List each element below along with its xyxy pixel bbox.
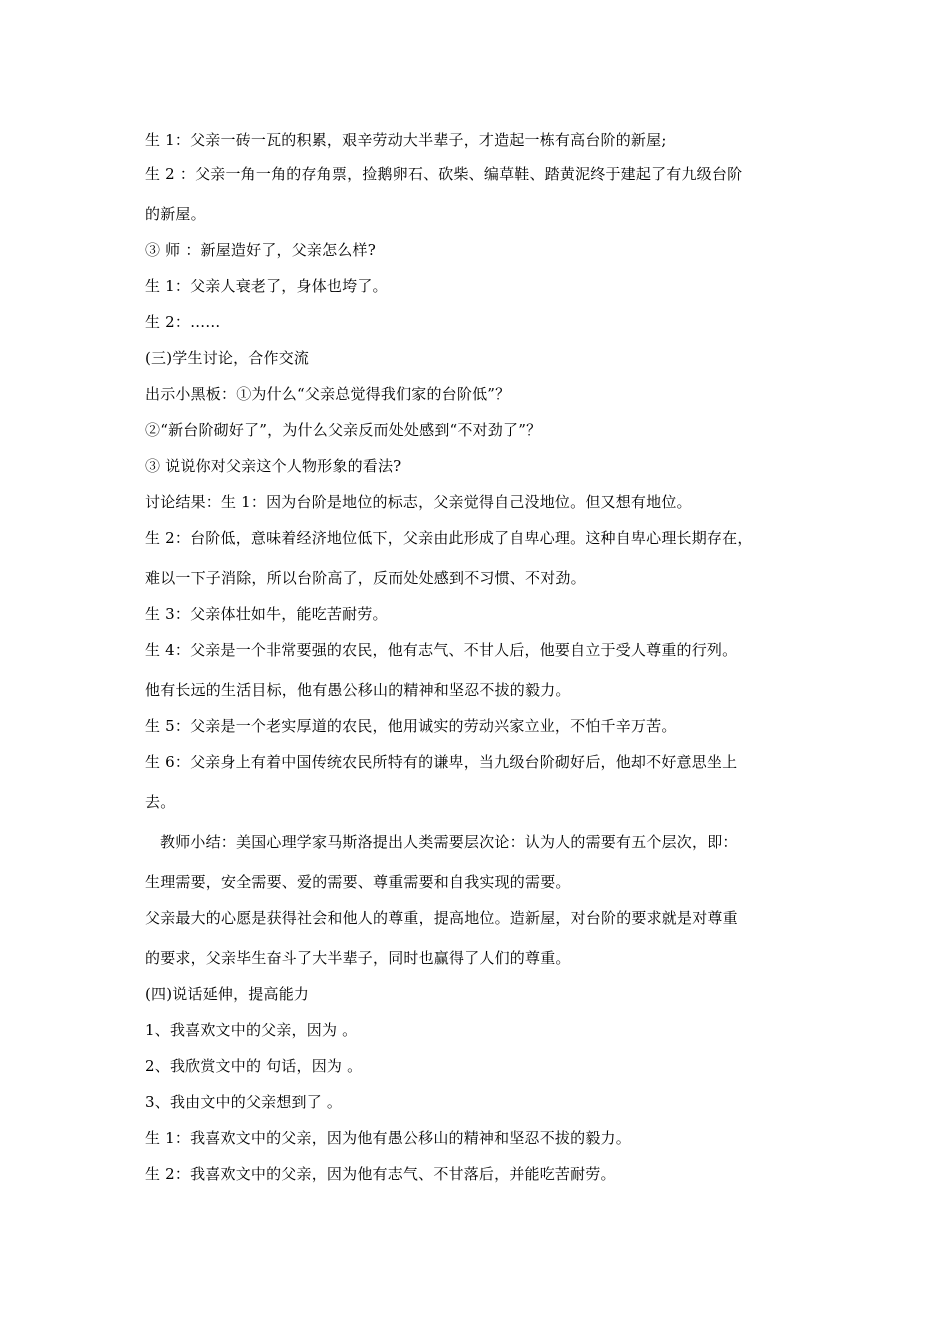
text-line: 生 2：我喜欢文中的父亲，因为他有志气、不甘落后，并能吃苦耐劳。 (145, 1165, 616, 1183)
text-line: 父亲最大的心愿是获得社会和他人的尊重，提高地位。造新屋，对台阶的要求就是对尊重 (145, 909, 738, 927)
text-line: 生 2：…… (145, 313, 221, 331)
text-line: 出示小黑板：①为什么“父亲总觉得我们家的台阶低”？ (145, 385, 511, 403)
text-line: 生 1：父亲一砖一瓦的积累，艰辛劳动大半辈子，才造起一栋有高台阶的新屋; (145, 131, 667, 149)
text-line: ③ 师 ：新屋造好了，父亲怎么样? (145, 241, 376, 259)
text-line: ②“新台阶砌好了”，为什么父亲反而处处感到“不对劲了”？ (145, 421, 542, 439)
text-line: 生 1：父亲人衰老了，身体也垮了。 (145, 277, 388, 295)
text-line: 生 2 ：父亲一角一角的存角票，捡鹅卵石、砍柴、编草鞋、踏黄泥终于建起了有九级台阶 (145, 165, 743, 183)
text-line: 生 1：我喜欢文中的父亲，因为他有愚公移山的精神和坚忍不拔的毅力。 (145, 1129, 631, 1147)
text-line: 生 2：台阶低，意味着经济地位低下，父亲由此形成了自卑心理。这种自卑心理长期存在， (145, 529, 753, 547)
text-line: 1、我喜欢文中的父亲，因为 。 (145, 1021, 358, 1039)
text-line: 2、我欣赏文中的 句话，因为 。 (145, 1057, 363, 1075)
text-line: 生 6：父亲身上有着中国传统农民所特有的谦卑，当九级台阶砌好后，他却不好意思坐上 (145, 753, 738, 771)
section-heading: (四)说话延伸，提高能力 (145, 985, 310, 1003)
text-line: 讨论结果：生 1：因为台阶是地位的标志，父亲觉得自己没地位。但又想有地位。 (145, 493, 692, 511)
text-line: 生 4：父亲是一个非常要强的农民，他有志气、不甘人后，他要自立于受人尊重的行列。 (145, 641, 738, 659)
text-line: 的要求，父亲毕生奋斗了大半辈子，同时也赢得了人们的尊重。 (145, 949, 571, 967)
text-line: 生 5：父亲是一个老实厚道的农民，他用诚实的劳动兴家立业，不怕千辛万苦。 (145, 717, 677, 735)
text-line: ③ 说说你对父亲这个人物形象的看法? (145, 457, 402, 475)
text-line: 去。 (145, 793, 176, 811)
text-line: 生理需要，安全需要、爱的需要、尊重需要和自我实现的需要。 (145, 873, 571, 891)
section-heading: (三)学生讨论，合作交流 (145, 349, 310, 367)
text-line: 3、我由文中的父亲想到了 。 (145, 1093, 343, 1111)
text-line: 他有长远的生活目标，他有愚公移山的精神和坚忍不拔的毅力。 (145, 681, 571, 699)
text-line: 生 3：父亲体壮如牛，能吃苦耐劳。 (145, 605, 388, 623)
text-line: 难以一下子消除，所以台阶高了，反而处处感到不习惯、不对劲。 (145, 569, 586, 587)
text-line: 的新屋。 (145, 205, 206, 223)
text-line: 教师小结：美国心理学家马斯洛提出人类需要层次论：认为人的需要有五个层次，即： (160, 833, 738, 851)
